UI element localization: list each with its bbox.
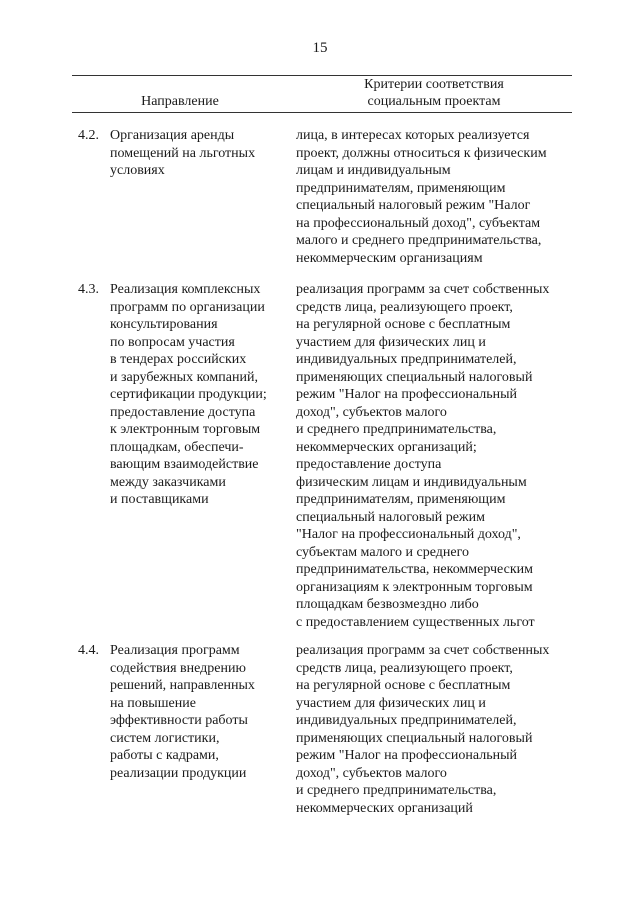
criteria-line: реализация программ за счет собственных (296, 643, 550, 658)
criteria-line: индивидуальных предпринимателей, (296, 352, 517, 367)
table-header-rule (72, 112, 572, 113)
row-number: 4.4. (78, 643, 99, 658)
direction-line: помещений на льготных (110, 145, 256, 161)
criteria-cell (296, 281, 572, 631)
criteria-line: на регулярной основе с бесплатным (296, 678, 511, 693)
direction-cell (110, 642, 310, 782)
criteria-line: некоммерческих организаций; (296, 439, 477, 455)
column-header-criteria (296, 76, 572, 110)
criteria-line: и среднего предпринимательства, (296, 783, 497, 798)
criteria-line: доход", субъектов малого (296, 404, 447, 420)
direction-line: эффективности работы (110, 713, 248, 728)
column-header-direction: Направление (141, 94, 219, 109)
direction-cell (110, 127, 310, 180)
criteria-line: некоммерческих организаций (296, 800, 473, 816)
criteria-line: предпринимателям, применяющим (296, 492, 506, 507)
direction-line: программ по организации (110, 299, 265, 315)
direction-line: вающим взаимодействие (110, 457, 259, 472)
direction-line: решений, направленных (110, 678, 255, 693)
direction-line: систем логистики, (110, 730, 220, 746)
direction-line: между заказчиками (110, 474, 226, 490)
criteria-line: участием для физических лиц и (296, 334, 486, 350)
direction-line: Реализация программ (110, 643, 240, 658)
direction-line: и поставщиками (110, 492, 209, 507)
criteria-line: индивидуальных предпринимателей, (296, 713, 517, 728)
page-number: 15 (312, 40, 328, 56)
criteria-line: режим "Налог на профессиональный (296, 387, 517, 402)
direction-line: реализации продукции (110, 765, 247, 781)
criteria-line: на регулярной основе с бесплатным (296, 317, 511, 332)
direction-line: условиях (110, 163, 165, 178)
criteria-line: лица, в интересах которых реализуется (296, 128, 530, 143)
row-number: 4.2. (78, 128, 99, 143)
direction-line: Реализация комплексных (110, 282, 261, 297)
criteria-line: и среднего предпринимательства, (296, 422, 497, 437)
criteria-line: лицам и индивидуальным (296, 163, 451, 178)
criteria-line: применяющих специальный налоговый (296, 369, 533, 385)
criteria-line: реализация программ за счет собственных (296, 282, 550, 297)
direction-line: сертификации продукции; (110, 387, 267, 402)
criteria-line: организациям к электронным торговым (296, 579, 533, 595)
criteria-line: средств лица, реализующего проект, (296, 660, 513, 676)
direction-line: площадкам, обеспечи- (110, 439, 244, 455)
direction-line: по вопросам участия (110, 334, 235, 350)
criteria-line: субъектам малого и среднего (296, 544, 469, 560)
criteria-line: участием для физических лиц и (296, 695, 486, 711)
criteria-line: с предоставлением существенных льгот (296, 614, 535, 630)
criteria-line: на профессиональный доход", субъектам (296, 215, 541, 231)
criteria-line: режим "Налог на профессиональный (296, 748, 517, 763)
criteria-line: применяющих специальный налоговый (296, 730, 533, 746)
direction-line: консультирования (110, 317, 218, 332)
direction-line: Организация аренды (110, 128, 235, 143)
criteria-line: физическим лицам и индивидуальным (296, 474, 527, 490)
criteria-cell (296, 642, 572, 817)
criteria-line: площадкам безвозмездно либо (296, 597, 479, 612)
criteria-line: специальный налоговый режим (296, 509, 485, 525)
direction-line: к электронным торговым (110, 422, 261, 437)
direction-line: и зарубежных компаний, (110, 369, 258, 385)
criteria-cell (296, 127, 572, 267)
criteria-line: доход", субъектов малого (296, 765, 447, 781)
criteria-line: специальный налоговый режим "Налог (296, 198, 531, 213)
criteria-line: некоммерческим организациям (296, 250, 483, 266)
criteria-line: предпринимательства, некоммерческим (296, 562, 533, 577)
direction-line: в тендерах российских (110, 352, 247, 367)
criteria-line: проект, должны относиться к физическим (296, 145, 547, 161)
direction-line: на повышение (110, 695, 196, 711)
direction-line: содействия внедрению (110, 660, 246, 676)
criteria-line: "Налог на профессиональный доход", (296, 527, 521, 542)
criteria-line: предпринимателям, применяющим (296, 180, 506, 196)
criteria-header-line: Критерии соответствия (364, 77, 504, 92)
criteria-line: малого и среднего предпринимательства, (296, 233, 542, 248)
criteria-line: предоставление доступа (296, 457, 442, 472)
direction-line: предоставление доступа (110, 404, 256, 420)
direction-line: работы с кадрами, (110, 748, 219, 763)
row-number: 4.3. (78, 282, 99, 297)
criteria-line: средств лица, реализующего проект, (296, 299, 513, 315)
direction-cell (110, 281, 310, 509)
criteria-header-line: социальным проектам (367, 94, 501, 109)
